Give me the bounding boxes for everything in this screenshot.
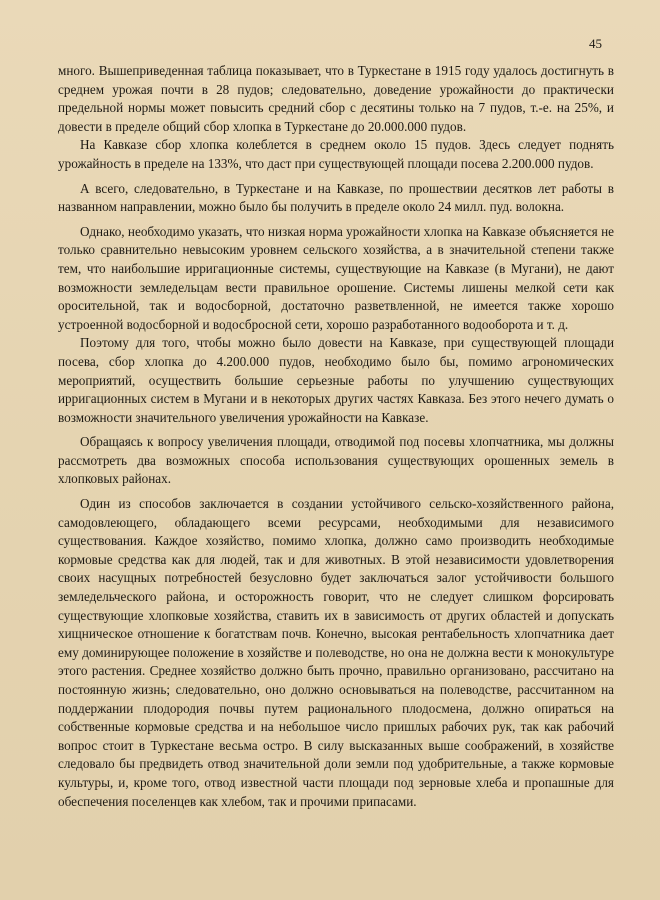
text-body (58, 62, 614, 811)
paragraph-3: А всего, следовательно, в Туркестане и на Кавказе, по прошествии десятков лет работы в названном направлении, можно было бы получить в пределе около 24 милл. пуд. волокна. (58, 180, 614, 215)
paragraph-2: На Кавказе сбор хлопка колеблется в среднем около 15 пудов. Здесь следует поднять урожайность в пределе на 133%, что даст при существующей площади посева 2.200.000 пудов. (58, 137, 614, 171)
paragraph-4: Однако, необходимо указать, что низкая норма урожайности хлопка на Кавказе объясняется не только сравнительно невысоким уровнем сельского хозяйства, а в значительной степени также тем, что наибольшие ирригационные системы, существующие на Кавказе (в Мугани), не дают возможности земледельцам вести правильное орошение. Системы лишены мелкой сети как оросительной, так и водосборной, достаточно разветвленной, не имеется также хорошо устроенной водосборной и водосбросной сети, хорошо разработанного водооборота и т. д. (58, 223, 614, 332)
paragraph-7: Один из способов заключается в создании устойчивого сельско-хозяйственного района, самодовлеющего, обладающего всеми ресурсами, необходимыми для независимого существования. Каждое хозяйство, помимо хлопка, должно само производить необходимые кормовые средства как для людей, так и для животных. В этой независимости удовлетворения своих насущных потребностей безусловно будет заключаться залог устойчивости большого земледельческого района, и осторожность говорит, что не следует слишком форсировать существующие хлопковые хозяйства, ставить их в зависимость от других областей и допускать хищническое отношение к богатствам почв. Конечно, высокая рентабельность хлопчатника дает ему доминирующее положение в хозяйстве и полеводстве, но она не должна вести к монокультуре этого растения. Среднее хозяйство должно быть прочно, правильно организовано, рассчитано на постоянную жизнь; следовательно, оно должно основываться на полеводстве, рассчитанном на поддержании плодородия почвы путем рационального плодосмена, должно опираться на собственные кормовые средства и на небольшое число пришлых рабочих рук, так как рабочий вопрос стоит в Туркестане весьма остро. В силу высказанных выше соображений, в хозяйстве следовало бы предвидеть отвод значительной доли земли под удобрительные, а также кормовые культуры, и, кроме того, отвод известной части площади под зерновые хлеба и пропашные для обеспечения поселенцев как хлебом, так и прочими припасами. (58, 496, 614, 809)
paragraph-6: Обращаясь к вопросу увеличения площади, отводимой под посевы хлопчатника, мы должны рассмотреть два возможных способа использования существующих орошенных земель в хлопковых районах. (58, 434, 614, 487)
paragraph-1: много. Вышеприведенная таблица показывает, что в Туркестане в 1915 году удалось достигнуть в среднем урожая почти в 28 пудов; следовательно, доведение урожайности до практически предельной нормы может повысить средний сбор с десятины только на 7 пудов, т.-е. на 25%, и довести в пределе общий сбор хлопка в Туркестане до 20.000.000 пудов. (58, 63, 614, 134)
page-number: 45 (589, 36, 602, 51)
paragraph-5: Поэтому для того, чтобы можно было довести на Кавказе, при существующей площади посева, сбор хлопка до 4.200.000 пудов, необходимо было бы, помимо агрономических мероприятий, осуществить большие серьезные работы по улучшению существующих ирригационных систем в Мугани и в некоторых других частях Кавказа. Без этого нечего думать о возможности значительного увеличения урожайности на Кавказе. (58, 335, 614, 425)
